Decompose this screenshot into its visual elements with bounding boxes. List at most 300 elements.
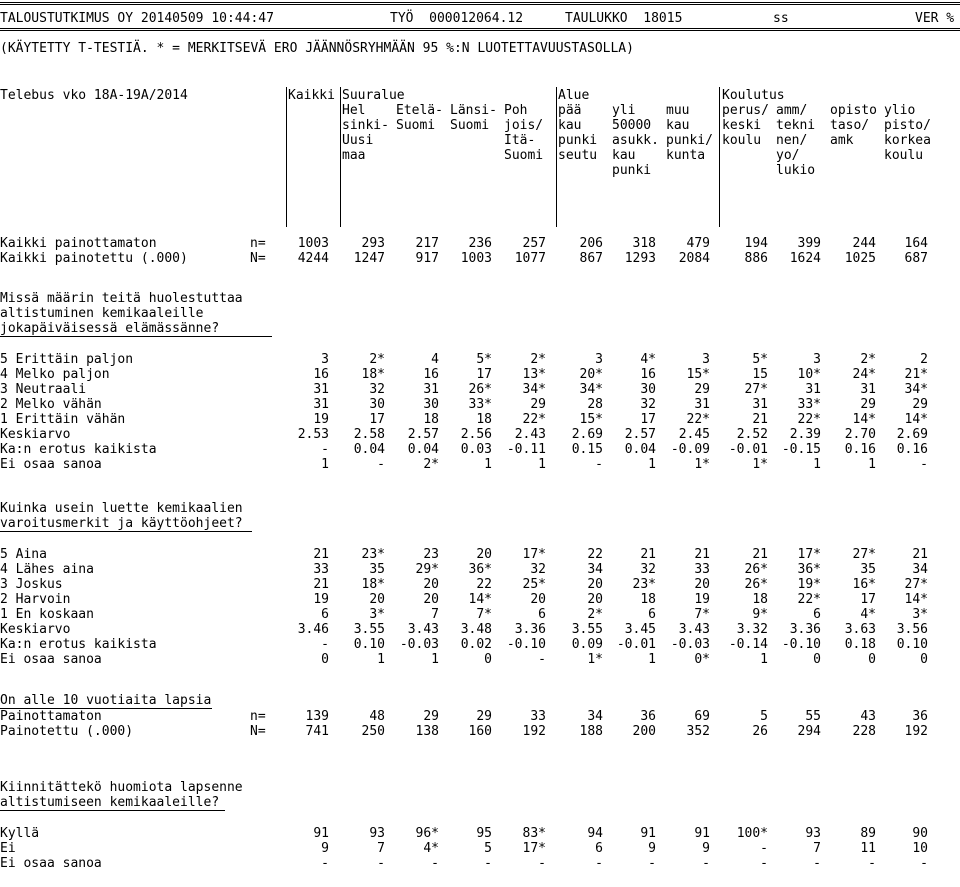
table-cell: 35 bbox=[369, 562, 385, 577]
table-cell: 2* bbox=[860, 352, 876, 367]
table-cell: 194 bbox=[744, 236, 768, 251]
column-header-line: punki bbox=[612, 163, 652, 178]
column-header-line: kunta bbox=[666, 148, 706, 163]
row-label: 4 Melko paljon bbox=[0, 367, 110, 382]
table-cell: 0.10 bbox=[896, 637, 928, 652]
column-header-line: yli bbox=[612, 103, 636, 118]
table-cell: 4 bbox=[431, 352, 439, 367]
table-cell: 3.46 bbox=[297, 622, 329, 637]
table-cell: 4* bbox=[860, 607, 876, 622]
column-header-line: Suomi bbox=[450, 118, 490, 133]
table-cell: 0.02 bbox=[460, 637, 492, 652]
table-cell: 26* bbox=[744, 562, 768, 577]
table-cell: 15* bbox=[686, 367, 710, 382]
table-cell: 0.04 bbox=[624, 442, 656, 457]
table-cell: 2.39 bbox=[789, 427, 821, 442]
table-cell: 32 bbox=[640, 562, 656, 577]
column-header-line: taso/ bbox=[830, 118, 870, 133]
table-cell: 867 bbox=[579, 251, 603, 266]
column-header-line: pisto/ bbox=[884, 118, 931, 133]
row-label: 5 Erittäin paljon bbox=[0, 352, 134, 367]
table-cell: 31 bbox=[752, 397, 768, 412]
question-text: Missä määrin teitä huolestuttaa bbox=[0, 291, 243, 306]
table-cell: 2* bbox=[369, 352, 385, 367]
table-cell: 3* bbox=[369, 607, 385, 622]
table-cell: 6 bbox=[648, 607, 656, 622]
table-cell: 31 bbox=[860, 382, 876, 397]
table-cell: 2* bbox=[530, 352, 546, 367]
group-suuralue: Suuralue bbox=[342, 88, 405, 103]
table-cell: 20 bbox=[587, 592, 603, 607]
survey-title: Telebus vko 18A-19A/2014 bbox=[0, 88, 188, 103]
row-label: Ka:n erotus kaikista bbox=[0, 442, 157, 457]
table-cell: 33 bbox=[313, 562, 329, 577]
column-header-line: Länsi- bbox=[450, 103, 497, 118]
table-cell: 21 bbox=[313, 547, 329, 562]
column-header-line: keski bbox=[722, 118, 762, 133]
table-cell: 31 bbox=[313, 397, 329, 412]
table-cell: 2.43 bbox=[514, 427, 546, 442]
table-cell: 3.63 bbox=[844, 622, 876, 637]
table-cell: 27* bbox=[744, 382, 768, 397]
table-cell: 1* bbox=[752, 457, 768, 472]
row-label: Keskiarvo bbox=[0, 427, 71, 442]
table-cell: - bbox=[702, 856, 710, 871]
table-cell: 29 bbox=[694, 382, 710, 397]
column-header-line: jois/ bbox=[504, 118, 544, 133]
table-cell: 1 bbox=[377, 652, 385, 667]
table-cell: 34* bbox=[522, 382, 546, 397]
table-cell: 139 bbox=[305, 709, 329, 724]
table-cell: - bbox=[760, 841, 768, 856]
row-label: 3 Joskus bbox=[0, 577, 63, 592]
table-cell: 2.53 bbox=[297, 427, 329, 442]
table-cell: 32 bbox=[369, 382, 385, 397]
table-cell: 2.57 bbox=[407, 427, 439, 442]
row-label: 2 Melko vähän bbox=[0, 397, 102, 412]
table-cell: 90 bbox=[912, 826, 928, 841]
table-cell: 3.36 bbox=[514, 622, 546, 637]
table-cell: 1 bbox=[431, 652, 439, 667]
table-cell: 15 bbox=[752, 367, 768, 382]
table-cell: 0.09 bbox=[571, 637, 603, 652]
table-cell: 1 bbox=[648, 457, 656, 472]
table-cell: 21 bbox=[752, 412, 768, 427]
table-cell: 20 bbox=[530, 592, 546, 607]
column-header-line: kau bbox=[666, 118, 690, 133]
table-cell: - bbox=[920, 457, 928, 472]
table-cell: 22 bbox=[587, 547, 603, 562]
table-cell: 14* bbox=[468, 592, 492, 607]
table-cell: 18 bbox=[752, 592, 768, 607]
table-cell: 228 bbox=[852, 724, 876, 739]
table-cell: 10 bbox=[912, 841, 928, 856]
table-cell: 206 bbox=[579, 236, 603, 251]
column-header-line: maa bbox=[342, 148, 366, 163]
table-cell: 36* bbox=[468, 562, 492, 577]
table-cell: 3.48 bbox=[460, 622, 492, 637]
table-cell: 2084 bbox=[678, 251, 710, 266]
table-cell: 5* bbox=[476, 352, 492, 367]
table-cell: 17* bbox=[522, 841, 546, 856]
table-cell: 3 bbox=[321, 352, 329, 367]
table-cell: 1 bbox=[321, 457, 329, 472]
table-cell: - bbox=[321, 856, 329, 871]
table-cell: 3.45 bbox=[624, 622, 656, 637]
table-cell: 21 bbox=[752, 547, 768, 562]
table-cell: 3.36 bbox=[789, 622, 821, 637]
table-cell: 2* bbox=[423, 457, 439, 472]
table-cell: 30 bbox=[369, 397, 385, 412]
table-cell: 5 bbox=[760, 709, 768, 724]
column-header-line: tekni bbox=[776, 118, 816, 133]
table-cell: 34* bbox=[904, 382, 928, 397]
table-cell: 22* bbox=[522, 412, 546, 427]
table-cell: 1025 bbox=[844, 251, 876, 266]
table-cell: 18* bbox=[361, 367, 385, 382]
table-cell: 69 bbox=[694, 709, 710, 724]
table-number: TAULUKKO 18015 bbox=[565, 11, 683, 26]
table-cell: 6 bbox=[595, 841, 603, 856]
table-cell: 19 bbox=[313, 412, 329, 427]
table-cell: 3.55 bbox=[353, 622, 385, 637]
table-cell: 32 bbox=[640, 397, 656, 412]
column-header-line: Suomi bbox=[396, 118, 436, 133]
table-cell: - bbox=[595, 457, 603, 472]
table-cell: -0.10 bbox=[781, 637, 821, 652]
table-cell: - bbox=[760, 856, 768, 871]
table-cell: -0.09 bbox=[670, 442, 710, 457]
column-header-line: sinki- bbox=[342, 118, 389, 133]
table-cell: 138 bbox=[415, 724, 439, 739]
table-cell: 0.16 bbox=[896, 442, 928, 457]
row-label: Kaikki painotettu (.000) bbox=[0, 251, 188, 266]
column-header-line: koulu bbox=[884, 148, 924, 163]
column-header-line: Poh bbox=[504, 103, 528, 118]
table-cell: 100* bbox=[736, 826, 768, 841]
table-cell: 33 bbox=[530, 709, 546, 724]
table-cell: -0.03 bbox=[670, 637, 710, 652]
table-cell: 7* bbox=[476, 607, 492, 622]
table-cell: 91 bbox=[640, 826, 656, 841]
table-cell: 27* bbox=[852, 547, 876, 562]
table-cell: 3* bbox=[912, 607, 928, 622]
table-cell: 13* bbox=[522, 367, 546, 382]
table-cell: 164 bbox=[904, 236, 928, 251]
table-cell: 14* bbox=[852, 412, 876, 427]
table-cell: 89 bbox=[860, 826, 876, 841]
table-cell: -0.11 bbox=[506, 442, 546, 457]
column-header-line: asukk. bbox=[612, 133, 659, 148]
table-cell: 7 bbox=[431, 607, 439, 622]
table-cell: 0.04 bbox=[407, 442, 439, 457]
table-cell: 91 bbox=[313, 826, 329, 841]
table-cell: 399 bbox=[797, 236, 821, 251]
row-label: Keskiarvo bbox=[0, 622, 71, 637]
table-cell: 43 bbox=[860, 709, 876, 724]
table-cell: 18* bbox=[361, 577, 385, 592]
table-cell: 11 bbox=[860, 841, 876, 856]
table-cell: 18 bbox=[476, 412, 492, 427]
table-cell: 16 bbox=[640, 367, 656, 382]
row-label: Painottamaton bbox=[0, 709, 102, 724]
table-cell: - bbox=[595, 856, 603, 871]
table-cell: 17* bbox=[522, 547, 546, 562]
table-cell: 886 bbox=[744, 251, 768, 266]
table-cell: 83* bbox=[522, 826, 546, 841]
table-cell: 21 bbox=[640, 547, 656, 562]
table-cell: 48 bbox=[369, 709, 385, 724]
table-cell: 1 bbox=[484, 457, 492, 472]
question-text: Kuinka usein luette kemikaalien bbox=[0, 501, 243, 516]
table-cell: 3.55 bbox=[571, 622, 603, 637]
table-cell: 5* bbox=[752, 352, 768, 367]
table-cell: 17 bbox=[476, 367, 492, 382]
table-cell: 29 bbox=[860, 397, 876, 412]
table-cell: 217 bbox=[415, 236, 439, 251]
table-cell: 26 bbox=[752, 724, 768, 739]
table-cell: 20 bbox=[694, 577, 710, 592]
table-cell: 33 bbox=[694, 562, 710, 577]
table-cell: 20* bbox=[579, 367, 603, 382]
table-cell: 6 bbox=[321, 607, 329, 622]
ttest-note: (KÄYTETTY T-TESTIÄ. * = MERKITSEVÄ ERO JÄÄNNÖSRYHMÄÄN 95 %:N LUOTETTAVUUSTASOLLA) bbox=[0, 41, 634, 56]
table-cell: 0.03 bbox=[460, 442, 492, 457]
table-cell: 22* bbox=[797, 412, 821, 427]
table-cell: - bbox=[321, 637, 329, 652]
table-cell: 1247 bbox=[353, 251, 385, 266]
question-text: altistuminen kemikaaleille bbox=[0, 306, 204, 321]
table-cell: 91 bbox=[694, 826, 710, 841]
table-cell: 3 bbox=[595, 352, 603, 367]
table-cell: - bbox=[920, 856, 928, 871]
table-cell: 31 bbox=[423, 382, 439, 397]
table-cell: 5 bbox=[484, 841, 492, 856]
table-cell: 3.43 bbox=[407, 622, 439, 637]
table-cell: 35 bbox=[860, 562, 876, 577]
table-cell: 2.58 bbox=[353, 427, 385, 442]
table-cell: 1 bbox=[868, 457, 876, 472]
table-cell: 34 bbox=[587, 562, 603, 577]
table-cell: 236 bbox=[468, 236, 492, 251]
table-cell: 0 bbox=[920, 652, 928, 667]
table-cell: 6 bbox=[538, 607, 546, 622]
table-cell: 21* bbox=[904, 367, 928, 382]
table-cell: 26* bbox=[468, 382, 492, 397]
table-cell: 36 bbox=[912, 709, 928, 724]
table-cell: 318 bbox=[632, 236, 656, 251]
column-header-line: kau bbox=[558, 118, 582, 133]
table-cell: 741 bbox=[305, 724, 329, 739]
row-label: 5 Aina bbox=[0, 547, 47, 562]
header-rule bbox=[0, 28, 960, 31]
row-label: 1 Erittäin vähän bbox=[0, 412, 126, 427]
row-label: Ei osaa sanoa bbox=[0, 856, 102, 871]
table-cell: - bbox=[377, 856, 385, 871]
table-cell: 2.56 bbox=[460, 427, 492, 442]
table-cell: 33* bbox=[797, 397, 821, 412]
table-cell: 1624 bbox=[789, 251, 821, 266]
table-cell: -0.01 bbox=[728, 442, 768, 457]
table-cell: 18 bbox=[423, 412, 439, 427]
table-cell: 16* bbox=[852, 577, 876, 592]
column-header-line: seutu bbox=[558, 148, 598, 163]
row-label: 2 Harvoin bbox=[0, 592, 71, 607]
table-cell: - bbox=[377, 457, 385, 472]
company-timestamp: TALOUSTUTKIMUS OY 20140509 10:44:47 bbox=[0, 11, 274, 26]
column-header-line: Itä- bbox=[504, 133, 536, 148]
table-cell: 36* bbox=[797, 562, 821, 577]
column-header-line: koulu bbox=[722, 133, 762, 148]
table-cell: - bbox=[431, 856, 439, 871]
table-cell: 21 bbox=[912, 547, 928, 562]
table-cell: 244 bbox=[852, 236, 876, 251]
table-cell: 9 bbox=[321, 841, 329, 856]
row-tag: N= bbox=[250, 724, 266, 739]
table-cell: 7 bbox=[813, 841, 821, 856]
column-header-line: ylio bbox=[884, 103, 916, 118]
table-cell: 29* bbox=[415, 562, 439, 577]
table-cell: 1* bbox=[694, 457, 710, 472]
column-header-line: korkea bbox=[884, 133, 931, 148]
table-cell: 2 bbox=[920, 352, 928, 367]
table-cell: 22* bbox=[797, 592, 821, 607]
table-cell: 4244 bbox=[297, 251, 329, 266]
col-divider bbox=[719, 87, 720, 227]
column-header-line: Suomi bbox=[504, 148, 544, 163]
table-cell: 4* bbox=[423, 841, 439, 856]
table-cell: - bbox=[813, 856, 821, 871]
table-cell: 200 bbox=[632, 724, 656, 739]
table-cell: 15* bbox=[579, 412, 603, 427]
table-cell: 2.69 bbox=[571, 427, 603, 442]
table-cell: 19 bbox=[694, 592, 710, 607]
question-underline bbox=[0, 336, 272, 337]
table-cell: 27* bbox=[904, 577, 928, 592]
table-cell: 188 bbox=[579, 724, 603, 739]
table-cell: 257 bbox=[522, 236, 546, 251]
column-header-line: amk bbox=[830, 133, 854, 148]
column-header-line: 50000 bbox=[612, 118, 652, 133]
table-cell: 192 bbox=[904, 724, 928, 739]
table-cell: 20 bbox=[369, 592, 385, 607]
table-cell: 0 bbox=[868, 652, 876, 667]
table-cell: 0.15 bbox=[571, 442, 603, 457]
column-header-line: nen/ bbox=[776, 133, 808, 148]
table-cell: 19 bbox=[313, 592, 329, 607]
table-cell: 2.70 bbox=[844, 427, 876, 442]
column-header-line: pää bbox=[558, 103, 582, 118]
column-header-line: Uusi bbox=[342, 133, 374, 148]
table-cell: 0 bbox=[813, 652, 821, 667]
table-cell: 1293 bbox=[624, 251, 656, 266]
table-cell: 20 bbox=[423, 592, 439, 607]
table-cell: 0* bbox=[694, 652, 710, 667]
row-tag: n= bbox=[250, 709, 266, 724]
row-tag: N= bbox=[250, 251, 266, 266]
row-label: Kyllä bbox=[0, 826, 40, 841]
column-header-line: punki bbox=[558, 133, 598, 148]
table-cell: 21 bbox=[313, 577, 329, 592]
table-cell: 17 bbox=[369, 412, 385, 427]
table-cell: 23* bbox=[361, 547, 385, 562]
table-cell: 687 bbox=[904, 251, 928, 266]
table-cell: 352 bbox=[686, 724, 710, 739]
table-cell: 30 bbox=[423, 397, 439, 412]
table-cell: 7 bbox=[377, 841, 385, 856]
table-cell: 34 bbox=[912, 562, 928, 577]
table-cell: 0 bbox=[484, 652, 492, 667]
table-cell: 16 bbox=[313, 367, 329, 382]
column-header-line: amm/ bbox=[776, 103, 808, 118]
job-number: TYÖ 000012064.12 bbox=[390, 11, 524, 26]
row-label: Kaikki painottamaton bbox=[0, 236, 157, 251]
table-cell: 10* bbox=[797, 367, 821, 382]
table-cell: 17* bbox=[797, 547, 821, 562]
table-cell: 17 bbox=[860, 592, 876, 607]
table-cell: 21 bbox=[694, 547, 710, 562]
group-kaikki: Kaikki bbox=[288, 88, 335, 103]
table-cell: -0.03 bbox=[399, 637, 439, 652]
table-cell: 26* bbox=[744, 577, 768, 592]
table-cell: 24* bbox=[852, 367, 876, 382]
table-cell: 160 bbox=[468, 724, 492, 739]
table-cell: 29 bbox=[912, 397, 928, 412]
question-text: On alle 10 vuotiaita lapsia bbox=[0, 693, 212, 708]
table-cell: 93 bbox=[369, 826, 385, 841]
question-text: varoitusmerkit ja käyttöohjeet? bbox=[0, 516, 243, 531]
table-cell: 55 bbox=[805, 709, 821, 724]
table-cell: 31 bbox=[313, 382, 329, 397]
column-header-line: yo/ bbox=[776, 148, 800, 163]
table-cell: 0.04 bbox=[353, 442, 385, 457]
table-cell: 2.52 bbox=[736, 427, 768, 442]
table-cell: 36 bbox=[640, 709, 656, 724]
table-cell: 192 bbox=[522, 724, 546, 739]
table-cell: - bbox=[321, 442, 329, 457]
table-cell: 6 bbox=[813, 607, 821, 622]
table-cell: 917 bbox=[415, 251, 439, 266]
row-label: 4 Lähes aina bbox=[0, 562, 94, 577]
table-cell: - bbox=[484, 856, 492, 871]
group-alue: Alue bbox=[558, 88, 590, 103]
table-cell: 18 bbox=[640, 592, 656, 607]
column-header-line: Etelä- bbox=[396, 103, 443, 118]
table-cell: 9 bbox=[702, 841, 710, 856]
question-text: Kiinnitättekö huomiota lapsenne bbox=[0, 780, 243, 795]
table-cell: 95 bbox=[476, 826, 492, 841]
table-cell: 0.10 bbox=[353, 637, 385, 652]
top-rule bbox=[0, 2, 960, 5]
question-underline bbox=[0, 531, 252, 532]
table-cell: 23* bbox=[632, 577, 656, 592]
table-cell: 16 bbox=[423, 367, 439, 382]
table-cell: 0 bbox=[321, 652, 329, 667]
col-divider bbox=[286, 87, 287, 227]
table-cell: 2.45 bbox=[678, 427, 710, 442]
table-cell: 93 bbox=[805, 826, 821, 841]
question-text: altistumiseen kemikaaleille? bbox=[0, 795, 220, 810]
table-cell: - bbox=[538, 652, 546, 667]
table-cell: 31 bbox=[694, 397, 710, 412]
table-cell: 30 bbox=[640, 382, 656, 397]
table-cell: 3 bbox=[813, 352, 821, 367]
table-cell: 250 bbox=[361, 724, 385, 739]
row-tag: n= bbox=[250, 236, 266, 251]
column-header-line: Hel bbox=[342, 103, 366, 118]
table-cell: 20 bbox=[423, 577, 439, 592]
table-cell: 33* bbox=[468, 397, 492, 412]
